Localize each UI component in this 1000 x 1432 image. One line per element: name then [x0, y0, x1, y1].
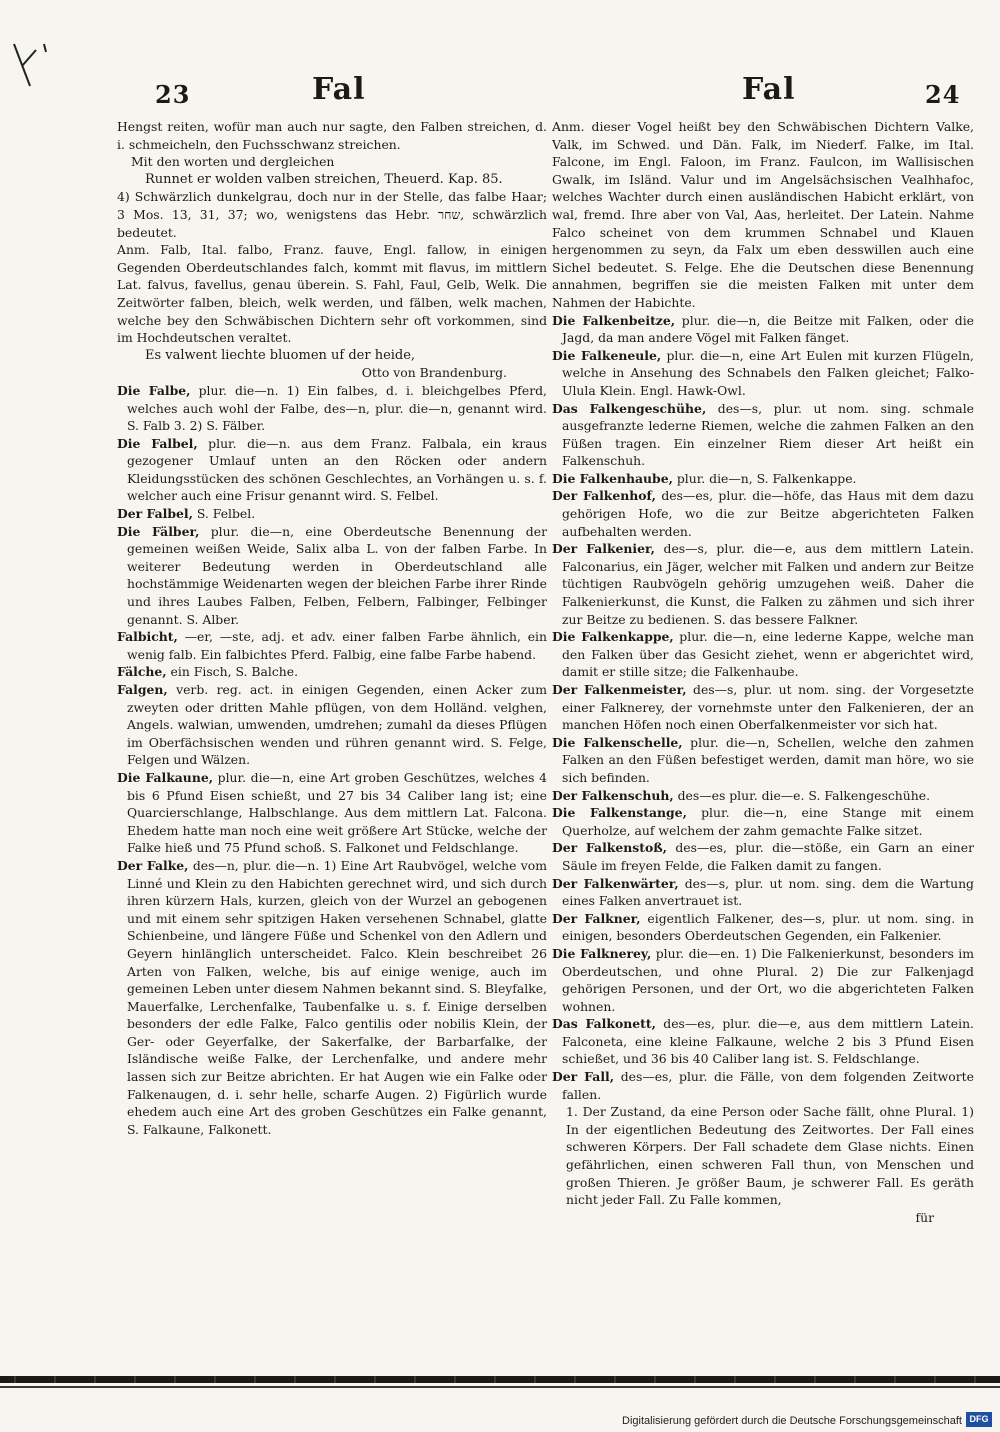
dictionary-entry	[552, 1015, 974, 1068]
entry-headword: Falbicht,	[117, 629, 178, 645]
paragraph: Anm. dieser Vogel heißt bey den Schwäbischen Dichtern Valke, Valk, im Schwed. und Dän. Falk, im Niederf. Falke, im Ital. Falcone, im Engl. Faloon, im Franz. Faulcon, im Wallisischen Gwalk, im Isländ. Valur und im Angelsächsischen Vealhhafoc, welches Wachter durch einen ausländischen Habicht erklärt, von wal, fremd. Ihre aber von Val, Aas, herleitet. Der Latein. Nahme Falco scheinet von dem krummen Schnabel und Klauen hergenommen zu seyn, da Falx um eben desswillen auch eine Sichel bedeutet. S. Felge. Ehe die Deutschen diese Benennung annahmen, begriffen sie die meisten Falken mit unter dem Nahmen der Habichte.	[552, 119, 974, 310]
entry-headword: Die Falbel,	[117, 435, 198, 451]
dictionary-entry	[552, 945, 974, 1015]
left-page-number: 23	[155, 80, 191, 109]
dictionary-entry	[552, 400, 974, 470]
entry-definition: des—n, plur. die—n. 1) Eine Art Raubvögel, welche vom Linné und Klein zu den Habichten gerechnet wird, und sich durch ihren kürzern Hals, kurzen, gleich von der Wurzel an gebogenen und mit einem sehr spitzigen Haken versehenen Schnabel, glatte Schienbeine, und längere Füße und Schenkel von den Adlern und Geyern hinlänglich unterscheidet. Falco. Klein beschreibet 26 Arten von Falken, welche, bis auf einige wenige, auch im gemeinen Leben unter diesem Nahmen bekannt sind. S. Bleyfalke, Mauerfalke, Lerchenfalke, Taubenfalke u. s. f. Einige derselben besonders der edle Falke, Falco gentilis oder nobilis Klein, der Ger- oder Geyerfalke, der Sakerfalke, der Barbarfalke, der Isländische weiße Falke, der Lerchenfalke, und andere mehr lassen sich zur Beitze abrichten. Er hat Augen wie ein Falke oder Falkenaugen, d. i. sehr helle, scharfe Augen. 2) Figürlich wurde ehedem auch eine Art des groben Geschützes ein Falke genannt, S. Falkaune, Falkonett.	[127, 857, 547, 1137]
entry-headword: Der Falkenstoß,	[552, 840, 667, 856]
entry-headword: Das Falkengeschühe,	[552, 400, 707, 416]
entry-definition: plur. die—n, eine Oberdeutsche Benennung der gemeinen weißen Weide, Salix alba L. von der falben Farbe. In weiterer Bedeutung werden in Oberdeutschland alle hochstämmige Weidenarten wegen der bleichen Farbe ihrer Rinde und ihres Laubes Falben, Felben, Felbern, Falbinger, Felbinger genannt. S. Alber.	[127, 523, 547, 627]
dictionary-entry	[117, 769, 547, 857]
dictionary-entry	[552, 875, 974, 910]
right-page-number: 24	[925, 80, 961, 109]
entry-headword: Der Fall,	[552, 1069, 615, 1085]
entry-definition: des—s, plur. ut nom. sing. schmale ausgefranzte lederne Riemen, welche die zahmen Falken an den Füßen tragen. Ein einzelner Riem dieser Art heißt ein Falkenschuh.	[562, 400, 974, 469]
entry-headword: Die Falkaune,	[117, 769, 214, 785]
dictionary-entry	[117, 382, 547, 435]
entry-definition: plur. die—en. 1) Die Falkenierkunst, besonders im Oberdeutschen, und ohne Plural. 2) Die zur Falkenjagd gehörigen Personen, und der Ort, wo die abgerichteten Falken wohnen.	[562, 945, 974, 1014]
dictionary-entry	[552, 487, 974, 540]
entry-headword: Die Falknerey,	[552, 945, 652, 961]
entry-definition: eigentlich Falkener, des—s, plur. ut nom. sing. in einigen, besonders Oberdeutschen Gegenden, ein Falkenier.	[562, 910, 974, 944]
bottom-rule	[0, 1376, 1000, 1383]
entry-headword: Falgen,	[117, 682, 168, 697]
paragraph: 1. Der Zustand, da eine Person oder Sache fällt, ohne Plural. 1) In der eigentlichen Bedeutung des Zeitwortes. Der Fall eines schweren Körpers. Der Fall schadete dem Glase nichts. Einen gefährlichen, einen schweren Fall thun, von Menschen und großen Thieren. Je größer Baum, je schwerer Fall. Es geräth nicht jeder Fall. Zu Falle kommen,	[566, 1104, 974, 1208]
right-header-word: Fal	[742, 72, 796, 107]
quotation-source: für	[915, 1209, 934, 1225]
dictionary-entry	[552, 470, 974, 488]
right-column	[552, 118, 974, 1226]
dictionary-entry	[117, 435, 547, 505]
entry-headword: Der Falbel,	[117, 506, 193, 522]
entry-definition: —er, —ste, adj. et adv. einer falben Farbe ähnlich, ein wenig falb. Ein falbichtes Pferd. Falbig, eine falbe Farbe habend.	[127, 629, 547, 662]
dictionary-entry	[552, 347, 974, 400]
bottom-rule-thin	[0, 1386, 1000, 1388]
entry-headword: Der Falkenier,	[552, 541, 655, 557]
dictionary-entry	[552, 312, 974, 347]
dictionary-entry	[117, 505, 547, 523]
entry-definition: des—es, plur. die—höfe, das Haus mit dem dazu gehörigen Hofe, wo die zur Beitze abgerichteten Falken aufbehalten werden.	[562, 488, 974, 539]
dictionary-entry	[552, 734, 974, 787]
entry-definition: plur. die—n. aus dem Franz. Falbala, ein kraus gezogener Umlauf unten an den Röcken oder andern Kleidungsstücken des schönen Geschlechtes, an Vorhängen u. s. f. welcher auch eine Frisur genannt wird. S. Felbel.	[127, 435, 547, 504]
footer-credit: Digitalisierung gefördert durch die Deutsche Forschungsgemeinschaft	[622, 1415, 962, 1427]
entry-headword: Fälche,	[117, 664, 167, 680]
entry-headword: Die Falkenbeitze,	[552, 312, 676, 328]
left-column	[117, 118, 547, 1138]
entry-headword: Der Falke,	[117, 857, 189, 873]
quotation: Es valwent liechte bluomen uf der heide,	[145, 347, 416, 363]
paragraph: Anm. Falb, Ital. falbo, Franz. fauve, Engl. fallow, in einigen Gegenden Oberdeutschlandes falch, kommt mit flavus, im mittlern Lat. falvus, favellus, genau überein. S. Fahl, Faul, Gelb, Welk. Die Zeitwörter falben, bleich, welk werden, und fälben, welk machen, welche bey den Schwäbischen Dichtern sehr oft vorkommen, sind im Hochdeutschen veraltet.	[117, 242, 547, 346]
entry-definition: des—es, plur. die—stöße, ein Garn an einer Säule im freyen Felde, die Falken damit zu fangen.	[562, 840, 974, 873]
quotation-source: Otto von Brandenburg.	[361, 365, 507, 381]
entry-definition: des—es plur. die—e. S. Falkengeschühe.	[673, 787, 931, 803]
entry-headword: Die Falkenstange,	[552, 805, 687, 821]
dictionary-entry	[552, 839, 974, 874]
entry-definition: plur. die—n, eine Art groben Geschützes, welches 4 bis 6 Pfund Eisen schießt, und 27 bis 34 Caliber lang ist; eine Quarcierschlange, Halbschlange. Aus dem mittlern Lat. Falcona. Ehedem hatte man noch eine weit größere Art Stücke, welche der Falke hieß und 75 Pfund schoß. S. Falkonet und Feldschlange.	[127, 769, 547, 856]
entry-headword: Die Falkeneule,	[552, 347, 662, 363]
dictionary-entry	[117, 523, 547, 629]
dictionary-entry	[552, 540, 974, 628]
entry-definition: plur. die—n, Schellen, welche den zahmen Falken an den Füßen befestiget werden, damit man höre, wo sie sich befinden.	[562, 734, 974, 785]
quotation: Runnet er wolden valben streichen, Theuerd. Kap. 85.	[145, 171, 503, 187]
entry-definition: des—es, plur. die—e, aus dem mittlern Latein. Falconeta, eine kleine Falkaune, welche 2 bis 3 Pfund Eisen schießet, und 36 bis 40 Caliber lang ist. S. Feldschlange.	[562, 1016, 974, 1067]
entry-headword: Der Falkner,	[552, 910, 641, 926]
entry-headword: Die Falkenhaube,	[552, 470, 673, 486]
dictionary-entry	[552, 787, 974, 805]
dictionary-entry	[117, 628, 547, 663]
entry-definition: plur. die—n, eine Stange mit einem Querholze, auf welchem der zahm gemachte Falke sitzet.	[562, 805, 974, 838]
entry-headword: Der Falkenschuh,	[552, 787, 674, 803]
entry-definition: des—s, plur. die—e, aus dem mittlern Latein. Falconarius, ein Jäger, welcher mit Falken und andern zur Beitze tüchtigen Raubvögeln gehörig umzugehen weiß. Daher die Falkenierkunst, die Kunst, die Falken zu zähmen und sich ihrer zur Beitze zu bedienen. S. das bessere Falkner.	[562, 541, 974, 627]
entry-headword: Der Falkenmeister,	[552, 682, 687, 697]
entry-definition: plur. die—n, eine lederne Kappe, welche man den Falken über das Gesicht ziehet, wenn er abgerichtet wird, damit er stille sitze; die Falkenhaube.	[562, 629, 975, 680]
paragraph: Mit den worten und dergleichen	[131, 154, 335, 170]
dictionary-entry	[552, 628, 974, 681]
scan-mark-icon	[10, 40, 50, 90]
left-header-word: Fal	[312, 72, 366, 107]
entry-definition: des—s, plur. ut nom. sing. dem die Wartung eines Falken anvertrauet ist.	[562, 875, 974, 909]
dictionary-entry	[117, 857, 547, 1139]
entry-definition: verb. reg. act. in einigen Gegenden, einen Acker zum zweyten oder dritten Mahle pflügen, von dem Holländ. velghen, Angels. walwian, umwenden, umdrehen; zumahl da dieses Pflügen im Oberfächsischen wenden und rühren genannt wird. S. Felge, Felgen und Wälzen.	[127, 682, 547, 768]
entry-headword: Das Falkonett,	[552, 1016, 656, 1032]
entry-definition: plur. die—n, die Beitze mit Falken, oder die Jagd, da man andere Vögel mit Falken fänget.	[562, 312, 974, 346]
entry-headword: Die Falkenkappe,	[552, 629, 674, 645]
paragraph: Hengst reiten, wofür man auch nur sagte, den Falben streichen, d. i. schmeicheln, den Fuchsschwanz streichen.	[117, 119, 547, 152]
entry-definition: ein Fisch, S. Balche.	[166, 664, 299, 680]
dictionary-entry	[117, 663, 547, 681]
entry-definition: des—s, plur. ut nom. sing. der Vorgesetzte einer Falknerey, der vornehmste unter den Falkenieren, der an manchen Höfen noch einen Oberfalkenmeister vor sich hat.	[562, 682, 974, 733]
entry-definition: des—es, plur. die Fälle, von dem folgenden Zeitworte fallen.	[562, 1069, 974, 1102]
dictionary-entry	[117, 681, 547, 769]
entry-definition: plur. die—n, eine Art Eulen mit kurzen Flügeln, welche in Ansehung des Schnabels den Falken gleichet; Falko-Ulula Klein. Engl. Hawk-Owl.	[562, 347, 974, 398]
dfg-logo: DFG	[966, 1412, 992, 1427]
dictionary-entry	[552, 804, 974, 839]
entry-headword: Die Falkenschelle,	[552, 734, 683, 750]
entry-headword: Die Falbe,	[117, 382, 191, 398]
dictionary-entry	[552, 910, 974, 945]
entry-headword: Die Fälber,	[117, 523, 200, 539]
entry-headword: Der Falkenwärter,	[552, 875, 679, 891]
entry-headword: Der Falkenhof,	[552, 488, 656, 504]
dictionary-entry	[552, 1068, 974, 1103]
entry-definition: S. Felbel.	[192, 506, 256, 522]
entry-definition: plur. die—n. 1) Ein falbes, d. i. bleichgelbes Pferd, welches auch wohl der Falbe, des—n, plur. die—n, genannt wird. S. Falb 3. 2) S. Fälber.	[127, 382, 547, 434]
entry-definition: plur. die—n, S. Falkenkappe.	[672, 470, 857, 486]
dictionary-entry	[552, 681, 974, 734]
paragraph: 4) Schwärzlich dunkelgrau, doch nur in der Stelle, das falbe Haar; 3 Mos. 13, 31, 37; wo, wenigstens das Hebr. שחר, schwärzlich bedeutet.	[117, 189, 547, 240]
